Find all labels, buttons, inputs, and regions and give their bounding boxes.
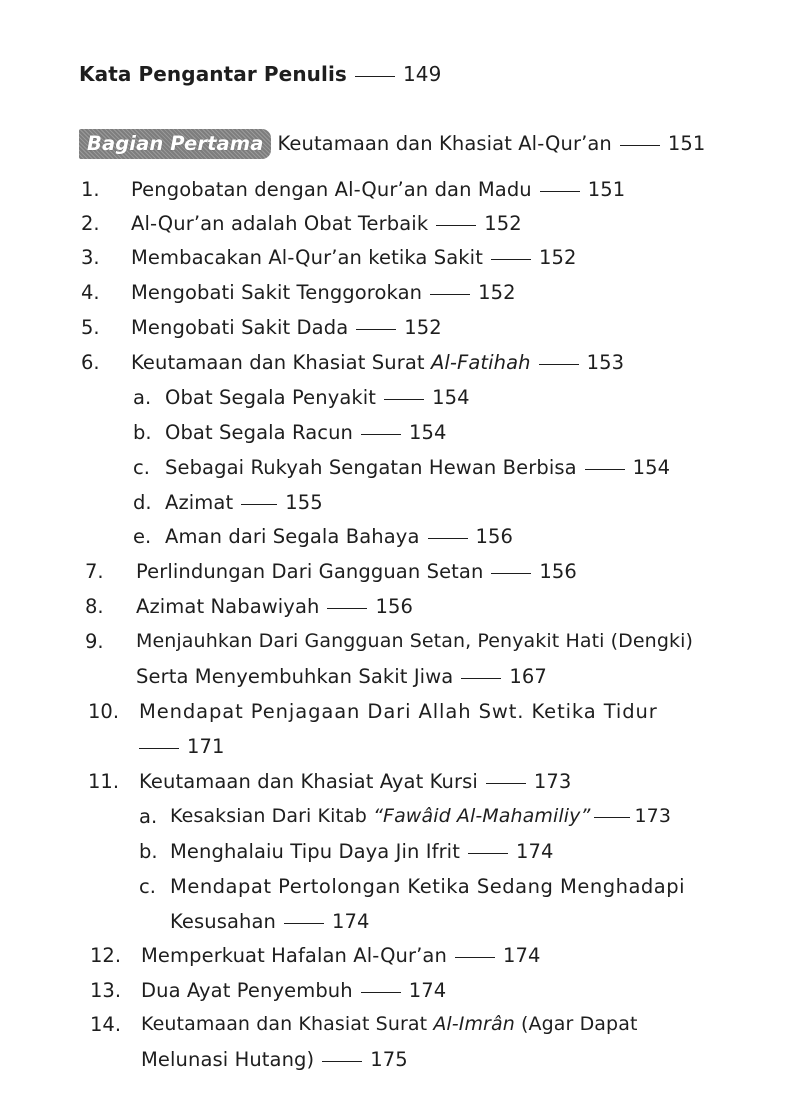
subitem-letter: b. [139,840,158,863]
intro-title: Kata Pengantar Penulis [79,62,347,86]
entry-page: 174 [515,840,554,863]
item-number: 1. [81,178,100,201]
toc-entry-intro [79,62,441,86]
item-number: 8. [85,595,104,618]
entry-title: Membacakan Al-Qur’an ketika Sakit [131,246,483,269]
subitem-letter: c. [133,456,150,479]
leader-line [428,538,468,539]
toc-entry [131,351,624,374]
item-number: 13. [90,979,122,1002]
toc-subentry [170,840,553,863]
toc-entry-line1 [139,700,658,723]
toc-entry [131,281,516,304]
entry-page: 173 [634,805,672,827]
leader-line [139,748,179,749]
toc-subentry [165,456,670,479]
entry-title: Mendapat Pertolongan Ketika Sedang Menghadapi [170,875,686,898]
toc-entry [141,944,540,967]
leader-line [468,853,508,854]
leader-line [356,329,396,330]
leader-line [491,573,531,574]
item-number: 4. [81,281,100,304]
section-page: 151 [667,132,706,155]
toc-entry [136,595,413,618]
entry-title: Obat Segala Racun [165,421,353,444]
entry-page: 151 [587,178,626,201]
section-title: Keutamaan dan Khasiat Al-Qur’an [277,132,612,155]
subitem-letter: d. [133,491,152,514]
entry-page: 152 [478,281,516,304]
entry-page: 155 [285,491,323,514]
entry-title: Menghalaiu Tipu Daya Jin Ifrit [170,840,460,863]
entry-title: Azimat Nabawiyah [136,595,320,618]
toc-entry-line2 [141,1048,408,1071]
item-number: 3. [81,246,100,269]
item-number: 9. [85,630,104,653]
leader-line [361,992,401,993]
leader-line [594,817,630,818]
entry-title: Perlindungan Dari Gangguan Setan [136,560,484,583]
leader-line [430,294,470,295]
entry-title: Mendapat Penjagaan Dari Allah Swt. Ketika Tidur [139,700,658,723]
entry-page: 175 [370,1048,408,1071]
item-number: 14. [90,1013,122,1036]
entry-title: Obat Segala Penyakit [165,386,377,409]
toc-entry [131,316,442,339]
toc-subentry [165,421,447,444]
entry-title-after: (Agar Dapat [521,1013,638,1035]
entry-page: 173 [533,770,572,793]
entry-title-italic: Al-Fatihah [430,351,531,374]
item-number: 6. [81,351,100,374]
entry-title: Al-Qur’an adalah Obat Terbaik [131,212,429,235]
leader-line [361,434,401,435]
entry-page: 171 [187,735,225,758]
entry-title-continued: Melunasi Hutang) [141,1048,315,1071]
entry-title: Azimat [165,491,234,514]
section-heading [79,129,705,159]
entry-title: Mengobati Sakit Tenggorokan [131,281,423,304]
toc-entry [131,178,625,201]
toc-entry-line1 [141,1013,638,1035]
leader-line [384,399,424,400]
subitem-letter: a. [133,386,152,409]
entry-page: 152 [404,316,442,339]
intro-page: 149 [402,62,442,86]
leader-line [322,1061,362,1062]
leader-line [327,608,367,609]
toc-subentry [170,805,671,827]
entry-title: Aman dari Segala Bahaya [165,525,420,548]
item-number: 12. [90,944,122,967]
toc-entry-line1 [136,630,693,652]
toc-entry [136,560,577,583]
entry-page: 154 [632,456,671,479]
leader-line [461,678,501,679]
entry-title: Memperkuat Hafalan Al-Qur’an [141,944,447,967]
entry-page: 152 [484,212,522,235]
entry-page: 174 [408,979,447,1002]
entry-title: Keutamaan dan Khasiat Surat [141,1013,428,1035]
leader-line [284,923,324,924]
leader-line [620,145,660,146]
toc-subentry-line2 [170,910,370,933]
entry-title: Menjauhkan Dari Gangguan Setan, Penyakit Hati (Dengki) [136,630,693,652]
entry-title: Kesaksian Dari Kitab [170,805,367,827]
entry-page: 156 [375,595,413,618]
entry-page: 153 [586,351,625,374]
entry-page: 154 [409,421,447,444]
item-number: 2. [81,212,100,235]
entry-title: Pengobatan dengan Al-Qur’an dan Madu [131,178,532,201]
entry-title: Keutamaan dan Khasiat Surat [131,351,425,374]
item-number: 5. [81,316,100,339]
leader-line [540,191,580,192]
item-number: 7. [85,560,104,583]
subitem-letter: e. [133,525,152,548]
entry-title: Sebagai Rukyah Sengatan Hewan Berbisa [165,456,577,479]
leader-line [539,364,579,365]
item-number: 11. [88,770,120,793]
entry-title-continued: Serta Menyembuhkan Sakit Jiwa [136,665,454,688]
toc-entry-line2 [136,665,547,688]
item-number: 10. [88,700,120,723]
entry-page: 156 [475,525,514,548]
entry-title-italic: Al-Imrân [433,1013,515,1035]
leader-line [491,259,531,260]
leader-line [355,76,395,77]
leader-line [585,469,625,470]
toc-subentry-line1 [170,875,685,898]
leader-line [455,957,495,958]
toc-entry [131,212,522,235]
toc-entry [141,979,446,1002]
toc-entry [131,246,576,269]
entry-title: Dua Ayat Penyembuh [141,979,353,1002]
toc-subentry [165,525,513,548]
entry-page: 152 [538,246,577,269]
toc-entry [139,770,571,793]
entry-title-continued: Kesusahan [170,910,277,933]
leader-line [436,225,476,226]
section-badge: Bagian Pertama [79,129,271,159]
leader-line [241,504,277,505]
subitem-letter: a. [139,805,158,828]
leader-line [486,783,526,784]
entry-page: 174 [502,944,541,967]
entry-page: 156 [539,560,577,583]
entry-page: 167 [509,665,547,688]
toc-subentry [165,386,470,409]
entry-title: Keutamaan dan Khasiat Ayat Kursi [139,770,478,793]
toc-entry-line2 [139,735,225,758]
subitem-letter: b. [133,421,152,444]
entry-page: 174 [332,910,370,933]
entry-page: 154 [432,386,470,409]
entry-title-italic: “Fawâid Al-Mahamiliy” [373,805,591,827]
toc-subentry [165,491,323,514]
subitem-letter: c. [139,875,156,898]
entry-title: Mengobati Sakit Dada [131,316,349,339]
